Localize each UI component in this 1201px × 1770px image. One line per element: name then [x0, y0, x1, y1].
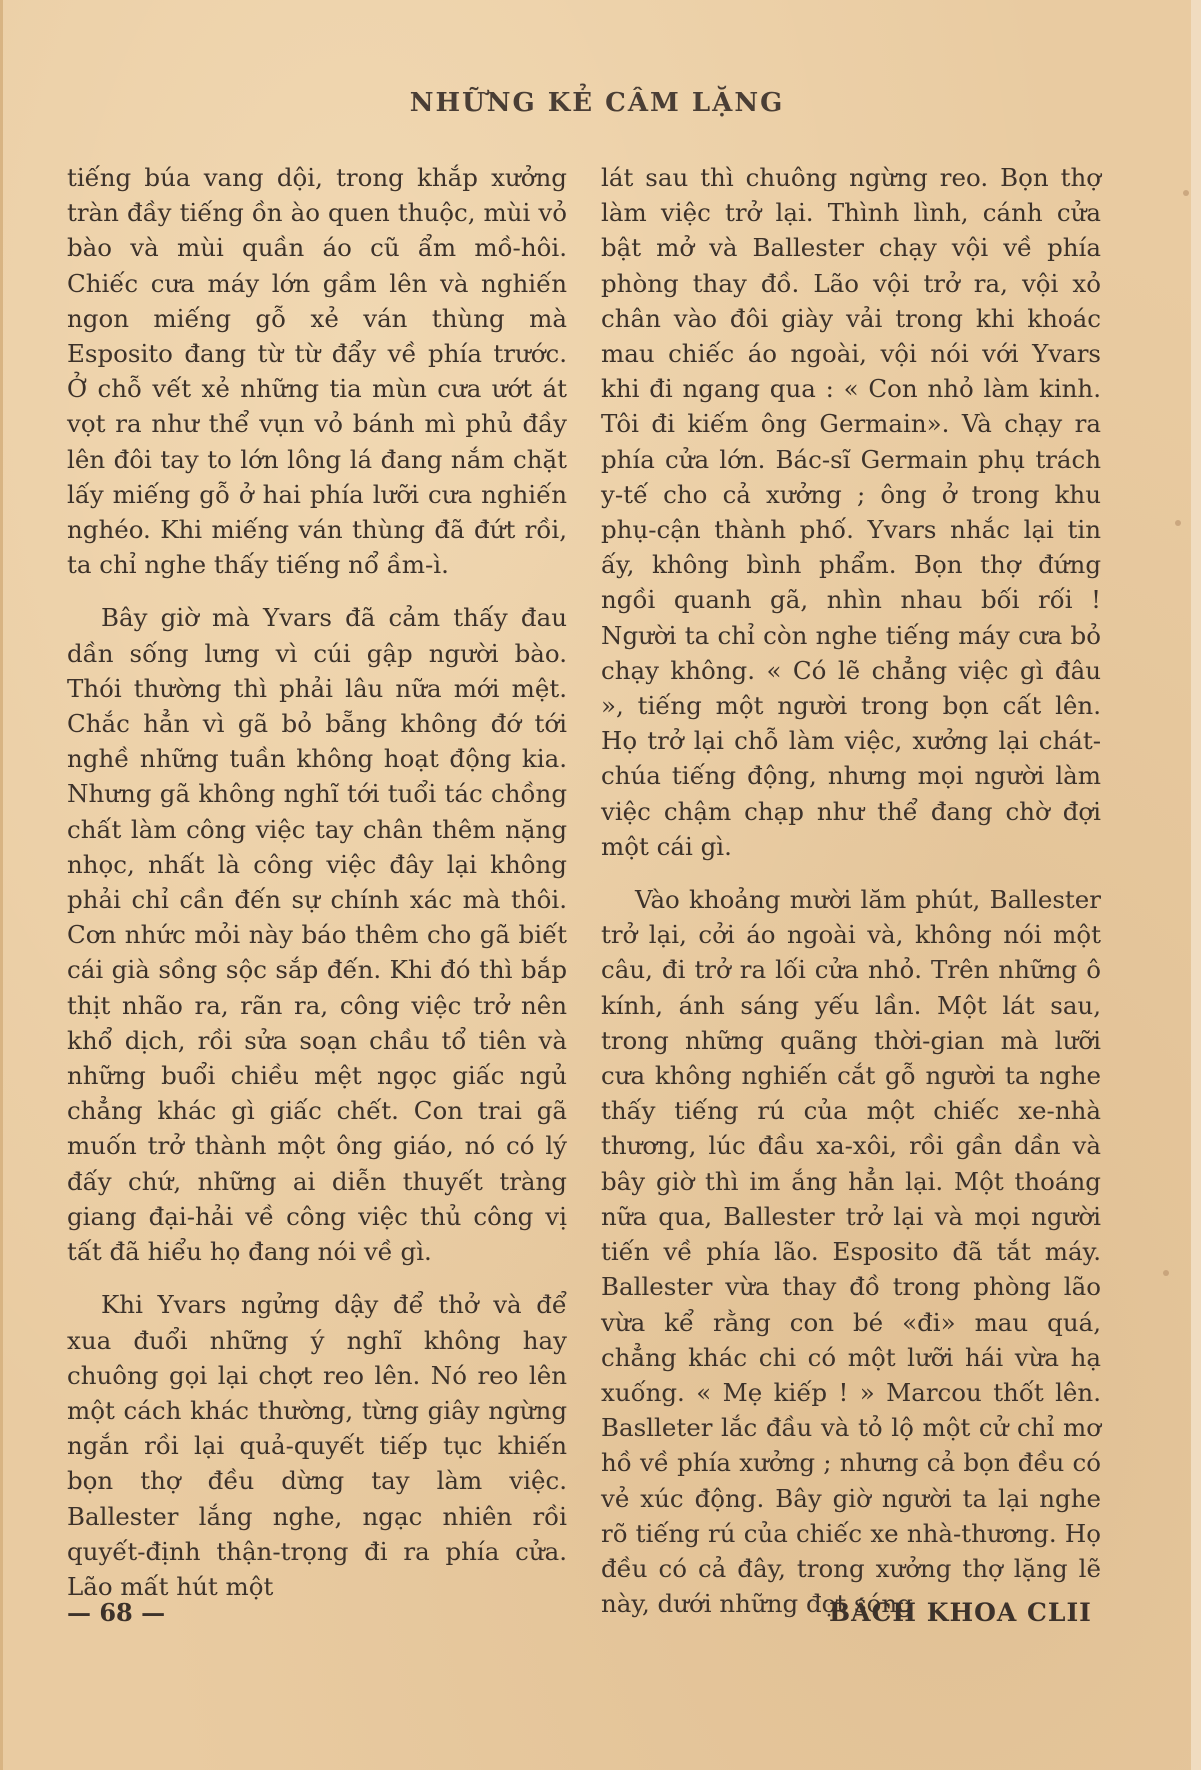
paragraph: Vào khoảng mười lăm phút, Ballester trở lại, cởi áo ngoài và, không nói một câu, đi trở ra lối cửa nhỏ. Trên những ô kính, ánh sáng yếu lần. Một lát sau, trong những quãng thời-gian mà lưỡi cưa không nghiến cắt gỗ người ta nghe thấy tiếng rú của một chiếc xe-nhà thương, lúc đầu xa-xôi, rồi gần dần và bây giờ thì im ắng hẳn lại. Một thoáng nữa qua, Ballester trở lại và mọi người tiến về phía lão. Esposito đã tắt máy. Ballester vừa thay đồ trong phòng lão vừa kể rằng con bé «đi» mau quá, chẳng khác chi có một lưỡi hái vừa hạ xuống. « Mẹ kiếp ! » Marcou thốt lên. Baslleter lắc đầu và tỏ lộ một cử chỉ mơ hồ về phía xưởng ; nhưng cả bọn đều có vẻ xúc động. Bây giờ người ta lại nghe rõ tiếng rú của chiếc xe nhà-thương. Họ đều có cả đây, trong xưởng thợ lặng lẽ này, dưới những đợt sóng [601, 885, 1101, 1619]
running-title: NHỮNG KẺ CÂM LẶNG [409, 88, 785, 118]
paragraph: tiếng búa vang dội, trong khắp xưởng tràn đầy tiếng ồn ào quen thuộc, mùi vỏ bào và mùi quần áo cũ ẩm mồ-hôi. Chiếc cưa máy lớn gầm lên và nghiến ngon miếng gỗ xẻ ván thùng mà Esposito đang từ từ đẩy về phía trước. Ở chỗ vết xẻ những tia mùn cưa ướt át vọt ra như thể vụn vỏ bánh mì phủ đầy lên đôi tay to lớn lông lá đang nắm chặt lấy miếng gỗ ở hai phía lưỡi cưa nghiến nghéo. Khi miếng ván thùng đã đứt rồi, ta chỉ nghe thấy tiếng nổ ầm-ì. [67, 163, 567, 580]
publication-name: BÁCH KHOA CLII [829, 1598, 1092, 1627]
paper-speck [1163, 1270, 1169, 1276]
page-number: — 68 — [67, 1598, 166, 1627]
paragraph: Khi Yvars ngửng dậy để thở và để xua đuổi những ý nghĩ không hay chuông gọi lại chợt reo lên. Nó reo lên một cách khác thường, từng giây ngừng ngắn rồi lại quả-quyết tiếp tục khiến bọn thợ đều dừng tay làm việc. Ballester lắng nghe, ngạc nhiên rồi quyết-định thận-trọng đi ra phía cửa. Lão mất hút một [67, 1290, 567, 1601]
right-column [601, 160, 1101, 1639]
left-column [67, 160, 567, 1622]
paragraph: Bây giờ mà Yvars đã cảm thấy đau dần sống lưng vì cúi gập người bào. Thói thường thì phải lâu nữa mới mệt. Chắc hẳn vì gã bỏ bẵng không đớ tới nghề những tuần không hoạt động kia. Nhưng gã không nghĩ tới tuổi tác chồng chất làm công việc tay chân thêm nặng nhọc, nhất là công việc đây lại không phải chỉ cần đến sự chính xác mà thôi. Cơn nhức mỏi này báo thêm cho gã biết cái già sồng sộc sắp đến. Khi đó thì bắp thịt nhão ra, rãn ra, công việc trở nên khổ dịch, rồi sửa soạn chầu tổ tiên và những buổi chiều mệt ngọc giấc ngủ chẳng khác gì giấc chết. Con trai gã muốn trở thành một ông giáo, nó có lý đấy chứ, những ai diễn thuyết tràng giang đại-hải về công việc thủ công vị tất đã hiểu họ đang nói về gì. [67, 603, 567, 1267]
paper-speck [1175, 520, 1181, 526]
paper-speck [1183, 190, 1189, 196]
paragraph: lát sau thì chuông ngừng reo. Bọn thợ làm việc trở lại. Thình lình, cánh cửa bật mở và Ballester chạy vội về phía phòng thay đồ. Lão vội trở ra, vội xỏ chân vào đôi giày vải trong khi khoác mau chiếc áo ngoài, vội nói với Yvars khi đi ngang qua : « Con nhỏ làm kinh. Tôi đi kiếm ông Germain». Và chạy ra phía cửa lớn. Bác-sĩ Germain phụ trách y-tế cho cả xưởng ; ông ở trong khu phụ-cận thành phố. Yvars nhắc lại tin ấy, không bình phẩm. Bọn thợ đứng ngồi quanh gã, nhìn nhau bối rối ! Người ta chỉ còn nghe tiếng máy cưa bỏ chạy không. « Có lẽ chẳng việc gì đâu », tiếng một người trong bọn cất lên. Họ trở lại chỗ làm việc, xưởng lại chát-chúa tiếng động, nhưng mọi người làm việc chậm chạp như thể đang chờ đợi một cái gì. [601, 163, 1101, 861]
